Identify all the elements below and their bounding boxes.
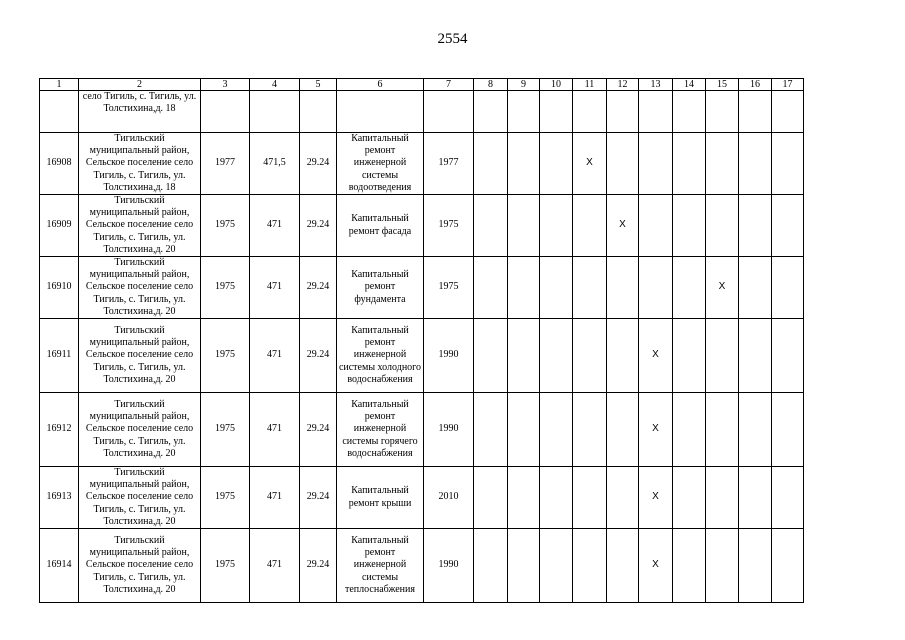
- cell: [508, 133, 540, 195]
- year-built-cell: 1975: [201, 195, 250, 257]
- address-cell: Тигильский муниципальный район, Сельское поселение село Тигиль, с. Тигиль, ул. Толстихина,д. 18: [79, 133, 201, 195]
- cell: [772, 319, 804, 393]
- area-cell: 471: [250, 257, 300, 319]
- table-row: [40, 257, 804, 319]
- table-row: [40, 133, 804, 195]
- cell: [706, 133, 739, 195]
- cell: [508, 257, 540, 319]
- id-cell: 16912: [40, 393, 79, 467]
- work-cell: Капитальный ремонт фасада: [337, 195, 424, 257]
- header-cell: 12: [607, 79, 639, 91]
- cell: [540, 195, 573, 257]
- cell: [474, 393, 508, 467]
- cell: [607, 91, 639, 133]
- address-cell: Тигильский муниципальный район, Сельское поселение село Тигиль, с. Тигиль, ул. Толстихина,д. 20: [79, 529, 201, 603]
- work-cell: Капитальный ремонт крыши: [337, 467, 424, 529]
- table-row: [40, 195, 804, 257]
- cell: [474, 195, 508, 257]
- rate-cell: 29.24: [300, 529, 337, 603]
- rate-cell: 29.24: [300, 393, 337, 467]
- cell: [772, 529, 804, 603]
- cell: [573, 319, 607, 393]
- work-cell: Капитальный ремонт инженерной системы холодного водоснабжения: [337, 319, 424, 393]
- cell: [739, 393, 772, 467]
- cell: [540, 529, 573, 603]
- year-cell: 1990: [424, 319, 474, 393]
- area-cell: 471,5: [250, 133, 300, 195]
- mark-cell: X: [639, 467, 673, 529]
- year-cell: 1990: [424, 393, 474, 467]
- cell: [673, 319, 706, 393]
- year-cell: 1977: [424, 133, 474, 195]
- cell: [772, 393, 804, 467]
- header-cell: 6: [337, 79, 424, 91]
- header-cell: 14: [673, 79, 706, 91]
- mark-cell: X: [639, 319, 673, 393]
- continuation-row: [40, 91, 804, 133]
- cell: [573, 393, 607, 467]
- cell: [474, 319, 508, 393]
- mark-cell: X: [573, 133, 607, 195]
- table-row: [40, 467, 804, 529]
- area-cell: 471: [250, 319, 300, 393]
- cell: [706, 319, 739, 393]
- cell: [573, 91, 607, 133]
- cell: [474, 467, 508, 529]
- header-cell: 8: [474, 79, 508, 91]
- header-cell: 10: [540, 79, 573, 91]
- cell: [540, 257, 573, 319]
- cell: [607, 467, 639, 529]
- cell: [673, 133, 706, 195]
- id-cell: 16909: [40, 195, 79, 257]
- header-cell: 15: [706, 79, 739, 91]
- area-cell: 471: [250, 195, 300, 257]
- header-cell: 5: [300, 79, 337, 91]
- work-cell: Капитальный ремонт инженерной системы водоотведения: [337, 133, 424, 195]
- cell: [508, 319, 540, 393]
- id-cell: 16911: [40, 319, 79, 393]
- cell: [673, 195, 706, 257]
- year-built-cell: 1975: [201, 257, 250, 319]
- mark-cell: X: [706, 257, 739, 319]
- header-cell: 17: [772, 79, 804, 91]
- rate-cell: 29.24: [300, 319, 337, 393]
- id-cell: 16910: [40, 257, 79, 319]
- cell: [673, 467, 706, 529]
- rate-cell: 29.24: [300, 133, 337, 195]
- cell: [508, 393, 540, 467]
- year-built-cell: 1975: [201, 529, 250, 603]
- rate-cell: 29.24: [300, 467, 337, 529]
- cell: [508, 195, 540, 257]
- mark-cell: X: [639, 529, 673, 603]
- cell: [739, 257, 772, 319]
- header-cell: 11: [573, 79, 607, 91]
- cell: [201, 91, 250, 133]
- cell: [739, 91, 772, 133]
- header-cell: 7: [424, 79, 474, 91]
- cell: [540, 319, 573, 393]
- cell: [508, 529, 540, 603]
- cell: [573, 257, 607, 319]
- cell: [337, 91, 424, 133]
- cell: [673, 91, 706, 133]
- cell: [540, 393, 573, 467]
- year-cell: 1975: [424, 257, 474, 319]
- cell: [607, 529, 639, 603]
- page-number: 2554: [437, 31, 468, 47]
- cell: [673, 257, 706, 319]
- id-cell: 16908: [40, 133, 79, 195]
- cell: [508, 91, 540, 133]
- year-built-cell: 1975: [201, 319, 250, 393]
- mark-cell: X: [639, 393, 673, 467]
- year-cell: 2010: [424, 467, 474, 529]
- cell: [508, 467, 540, 529]
- area-cell: 471: [250, 467, 300, 529]
- year-built-cell: 1975: [201, 393, 250, 467]
- area-cell: 471: [250, 529, 300, 603]
- cell: [673, 393, 706, 467]
- cell: [739, 133, 772, 195]
- year-cell: 1990: [424, 529, 474, 603]
- cell: [772, 133, 804, 195]
- rate-cell: 29.24: [300, 257, 337, 319]
- rate-cell: 29.24: [300, 195, 337, 257]
- cell: [573, 195, 607, 257]
- cell: [772, 91, 804, 133]
- cell: [739, 195, 772, 257]
- address-cell: Тигильский муниципальный район, Сельское поселение село Тигиль, с. Тигиль, ул. Толстихина,д. 20: [79, 195, 201, 257]
- repair-register-table: [39, 78, 804, 603]
- cell: [474, 529, 508, 603]
- table-row: [40, 529, 804, 603]
- work-cell: Капитальный ремонт инженерной системы теплоснабжения: [337, 529, 424, 603]
- cell: [540, 467, 573, 529]
- table-row: [40, 319, 804, 393]
- address-cell: Тигильский муниципальный район, Сельское поселение село Тигиль, с. Тигиль, ул. Толстихина,д. 20: [79, 467, 201, 529]
- header-cell: 2: [79, 79, 201, 91]
- cell: [706, 91, 739, 133]
- area-cell: 471: [250, 393, 300, 467]
- header-row: [40, 79, 804, 91]
- id-cell: 16913: [40, 467, 79, 529]
- cell: [540, 133, 573, 195]
- cell: [474, 91, 508, 133]
- cell: [607, 393, 639, 467]
- cell: [706, 393, 739, 467]
- cell: [772, 195, 804, 257]
- cell: [772, 257, 804, 319]
- cell: [739, 319, 772, 393]
- cell: [772, 467, 804, 529]
- cell: [474, 257, 508, 319]
- cell: [250, 91, 300, 133]
- cell: [739, 529, 772, 603]
- work-cell: Капитальный ремонт инженерной системы горячего водоснабжения: [337, 393, 424, 467]
- cell: [706, 529, 739, 603]
- cell: [474, 133, 508, 195]
- cell: [706, 467, 739, 529]
- address-cell: село Тигиль, с. Тигиль, ул. Толстихина,д. 18: [79, 91, 201, 133]
- cell: [424, 91, 474, 133]
- work-cell: Капитальный ремонт фундамента: [337, 257, 424, 319]
- cell: [607, 133, 639, 195]
- year-built-cell: 1975: [201, 467, 250, 529]
- id-cell: 16914: [40, 529, 79, 603]
- cell: [639, 133, 673, 195]
- table-row: [40, 393, 804, 467]
- cell: [540, 91, 573, 133]
- cell: [607, 319, 639, 393]
- address-cell: Тигильский муниципальный район, Сельское поселение село Тигиль, с. Тигиль, ул. Толстихина,д. 20: [79, 393, 201, 467]
- header-cell: 4: [250, 79, 300, 91]
- header-cell: 3: [201, 79, 250, 91]
- cell: [739, 467, 772, 529]
- cell: [607, 257, 639, 319]
- header-cell: 13: [639, 79, 673, 91]
- cell: [639, 91, 673, 133]
- cell: [300, 91, 337, 133]
- cell: [639, 195, 673, 257]
- address-cell: Тигильский муниципальный район, Сельское поселение село Тигиль, с. Тигиль, ул. Толстихина,д. 20: [79, 319, 201, 393]
- cell: [573, 467, 607, 529]
- header-cell: 16: [739, 79, 772, 91]
- year-built-cell: 1977: [201, 133, 250, 195]
- address-cell: Тигильский муниципальный район, Сельское поселение село Тигиль, с. Тигиль, ул. Толстихина,д. 20: [79, 257, 201, 319]
- header-cell: 1: [40, 79, 79, 91]
- year-cell: 1975: [424, 195, 474, 257]
- cell: [673, 529, 706, 603]
- cell: [573, 529, 607, 603]
- cell: [639, 257, 673, 319]
- cell: [40, 91, 79, 133]
- cell: [706, 195, 739, 257]
- mark-cell: X: [607, 195, 639, 257]
- header-cell: 9: [508, 79, 540, 91]
